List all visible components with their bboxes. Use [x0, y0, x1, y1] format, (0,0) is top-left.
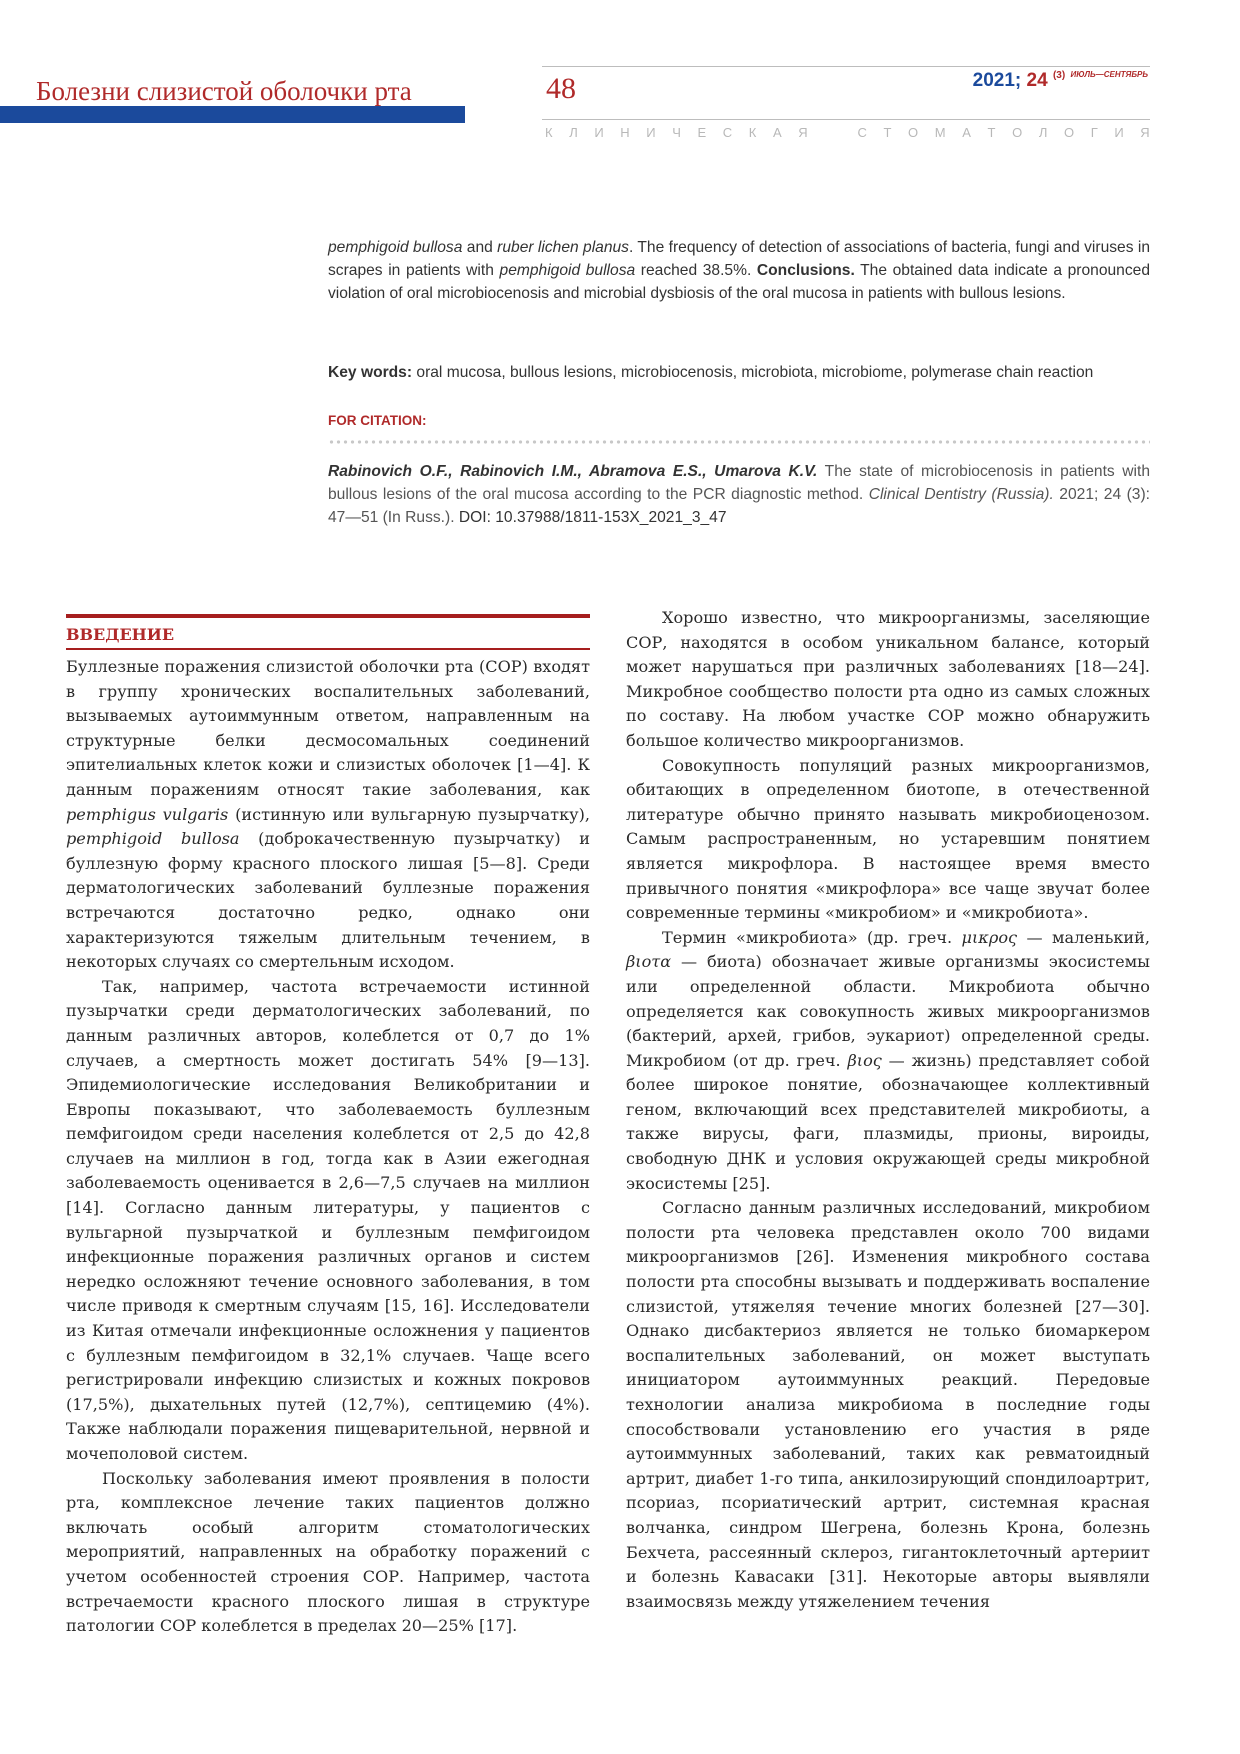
- paragraph-text: — жизнь) представляет собой более широкое понятие, обозначающее коллективный геном, включающий всех представителей микробиоты, а также вирусы, фаги, плазмиды, прионы, вироиды, свободную ДНК и условия окружающей среды микробной экосистемы [25].: [626, 1050, 1150, 1193]
- intro-underline: [66, 648, 590, 650]
- citation-journal: Clinical Dentistry (Russia).: [868, 486, 1054, 503]
- paragraph-text: — биота) обозначает живые организмы экосистемы или определенной области. Микробиота обычно определяется как совокупность живых микроорганизмов (бактерий, архей, грибов, эукариот) определенной среды. Микробиом (от др. греч.: [626, 952, 1150, 1070]
- paragraph-text: — маленький,: [1017, 927, 1150, 947]
- journal-name-letter: Г: [1090, 125, 1098, 140]
- abstract-text: . The frequency of detection of associations of bacteria, fungi and viruses in scrapes in patients with: [328, 239, 1151, 280]
- abstract-term: pemphigoid bullosa: [499, 262, 636, 280]
- abstract-conclusions-label: Conclusions.: [756, 262, 855, 280]
- journal-name-letter: И: [1114, 125, 1124, 140]
- issue-months: ИЮЛЬ—СЕНТЯБРЬ: [1070, 70, 1148, 79]
- journal-name-letter: Н: [620, 125, 630, 140]
- journal-name-letter: С: [722, 125, 733, 140]
- dotted-divider: [328, 439, 1150, 445]
- issue-number: (3): [1052, 70, 1066, 81]
- paragraph-text: Термин «микробиота» (др. греч.: [662, 927, 962, 947]
- journal-name-letter: С: [857, 125, 867, 140]
- abstract-text: The obtained data indicate a pronounced violation of oral microbiocenosis and microbial dysbiosis of the oral mucosa in patients with bullous lesions.: [328, 262, 1150, 303]
- left-column: [66, 655, 590, 1639]
- right-paragraph-4: Согласно данным различных исследований, микробиом полости рта человека представлен около 700 видами микроорганизмов [26]. Изменения микробного состава полости рта способны вызывать и поддерживать воспаление слизистой, утяжеляя течение многих болезней [27—30]. Однако дисбактериоз является не только биомаркером воспалительных заболеваний, он может выступать инициатором аутоиммунных реакций. Передовые технологии анализа микробиома в последние годы способствовали установлению его участия в ряде аутоиммунных заболеваний, таких как ревматоидный артрит, диабет 1-го типа, анкилозирующий спондилоартрит, псориаз, псориатический артрит, системная красная волчанка, синдром Шегрена, болезнь Крона, болезнь Бехчета, рассеянный склероз, гигантоклеточный артериит и болезнь Кавасаки [31]. Некоторые авторы выявляли взаимосвязь между утяжелением течения: [626, 1198, 1150, 1611]
- intro-paragraph-3: Поскольку заболевания имеют проявления в полости рта, комплексное лечение таких пациентов должно включать особый алгоритм стоматологических мероприятий, направленных на обработку поражений с учетом особенностей строения СОР. Например, частота встречаемости красного плоского лишая в структуре патологии СОР колеблется в пределах 20—25% [17].: [66, 1468, 590, 1636]
- intro-heading: ВВЕДЕНИЕ: [66, 625, 175, 644]
- journal-name-letter: К: [748, 125, 757, 140]
- paragraph-text: Буллезные поражения слизистой оболочки рта (СОР) входят в группу хронических воспалительных заболеваний, вызываемых аутоиммунным ответом, направленным на структурные белки десмосомальных соединений эпителиальных клеток кожи и слизистых оболочек [1—4]. К данным поражениям относят такие заболевания, как: [66, 657, 590, 799]
- journal-name: [545, 125, 1150, 140]
- keywords-text: oral mucosa, bullous lesions, microbiocenosis, microbiota, microbiome, polymerase chain reaction: [412, 364, 1094, 381]
- right-paragraph-3: [626, 926, 1150, 1197]
- right-paragraph-1: Хорошо известно, что микроорганизмы, заселяющие СОР, находятся в особом уникальном балансе, который может нарушаться при различных заболеваниях [18—24]. Микробное сообщество полости рта одно из самых сложных по составу. На любом участке СОР можно обнаружить большое количество микроорганизмов.: [626, 608, 1150, 750]
- header-rule-bottom: [542, 119, 1150, 120]
- journal-name-letter: Ч: [672, 125, 681, 140]
- journal-name-letter: Е: [697, 125, 707, 140]
- greek-term: βιοτα: [626, 952, 672, 972]
- journal-name-letter: Я: [798, 125, 808, 140]
- journal-name-letter: О: [908, 125, 919, 140]
- header-blue-bar: [0, 106, 465, 123]
- issue-year: 2021;: [972, 70, 1022, 91]
- journal-name-letter: Л: [1038, 125, 1048, 140]
- page-number: 48: [546, 72, 576, 105]
- citation-authors: Rabinovich O.F., Rabinovich I.M., Abramova E.S., Umarova K.V.: [328, 463, 818, 480]
- citation-pages: 2021; 24 (3): 47—51 (In Russ.).: [328, 486, 1151, 526]
- latin-term: pemphigoid bullosa: [66, 829, 240, 849]
- intro-paragraph-1: [66, 655, 590, 975]
- section-title: Болезни слизистой оболочки рта: [36, 76, 412, 106]
- journal-name-letter: Т: [987, 125, 996, 140]
- issue-volume: 24: [1026, 70, 1048, 91]
- abstract-term: pemphigoid bullosa: [328, 239, 463, 256]
- abstract-term: ruber lichen planus: [497, 239, 629, 256]
- citation-doi[interactable]: DOI: 10.37988/1811-153X_2021_3_47: [458, 509, 727, 526]
- journal-name-letter: И: [646, 125, 656, 140]
- intro-paragraph-2: Так, например, частота встречаемости истинной пузырчатки среди дерматологических заболеваний, по данным различных авторов, колеблется от 0,7 до 1% случаев, а смертность может достигать 54% [9—13]. Эпидемиологические исследования Великобритании и Европы показывают, что заболеваемость буллезным пемфигоидом среди населения колеблется от 2,5 до 42,8 случаев на миллион в год, тогда как в Азии ежегодная заболеваемость оценивается в 2,6—7,5 случаев на миллион [14]. Согласно данным литературы, у пациентов с вульгарной пузырчаткой и буллезным пемфигоидом инфекционные поражения различных органов и систем нередко осложняют течение основного заболевания, в том числе приводя к смертным случаям [15, 16]. Исследователи из Китая отмечали инфекционные осложнения у пациентов с буллезным пемфигоидом в 32,1% случаев. Чаще всего регистрировали инфекцию слизистых и кожных покровов (17,5%), дыхательных путей (12,7%), септицемию (4%). Также наблюдали поражения пищеварительной, нервной и мочеполовой систем.: [66, 976, 590, 1463]
- journal-name-letter: О: [1063, 125, 1075, 140]
- keywords: [328, 361, 1150, 384]
- journal-name-letter: М: [934, 125, 946, 140]
- paragraph-text: (доброкачественную пузырчатку) и буллезную форму красного плоского лишая [5—8]. Среди дерматологических заболеваний буллезные поражения встречаются достаточно редко, однако они характеризуются тяжелым длительным течением, в некоторых случаях со смертельным исходом.: [66, 829, 590, 972]
- journal-name-letter: А: [962, 125, 971, 140]
- journal-name-letter: О: [1012, 125, 1023, 140]
- citation-text: [328, 460, 1150, 529]
- journal-name-letter: Т: [883, 125, 892, 140]
- right-column: [626, 606, 1150, 1614]
- right-paragraph-2: Совокупность популяций разных микроорганизмов, обитающих в определенном биотопе, в отечественной литературе обычно принято называть микробиоценозом. Самым распространенным, но устаревшим понятием является микрофлора. В настоящее время вместо привычного понятия «микрофлора» все чаще звучат более современные термины «микробиом» и «микробиота».: [626, 755, 1150, 923]
- greek-term: μικρος: [961, 927, 1018, 947]
- citation-title: The state of microbiocenosis in patients with bullous lesions of the oral mucosa according to the PCR diagnostic method.: [328, 463, 1151, 503]
- journal-name-letter: А: [772, 125, 782, 140]
- paragraph-text: (истинную или вульгарную пузырчатку),: [228, 804, 591, 824]
- greek-term: βιος: [847, 1050, 882, 1070]
- keywords-label: Key words:: [328, 364, 413, 381]
- journal-name-letter: Я: [1140, 125, 1150, 140]
- citation-label: FOR CITATION:: [328, 413, 427, 428]
- intro-top-rule: [66, 614, 590, 618]
- abstract-continuation: [328, 236, 1150, 306]
- abstract-text: reached 38.5%.: [635, 262, 757, 280]
- header-rule-top: [542, 66, 1150, 67]
- abstract-text: and: [462, 239, 498, 256]
- latin-term: pemphigus vulgaris: [66, 804, 229, 824]
- issue-info: [973, 70, 1148, 92]
- journal-name-letter: К: [545, 125, 553, 140]
- journal-name-letter: Л: [569, 125, 578, 140]
- journal-name-letter: И: [594, 125, 604, 140]
